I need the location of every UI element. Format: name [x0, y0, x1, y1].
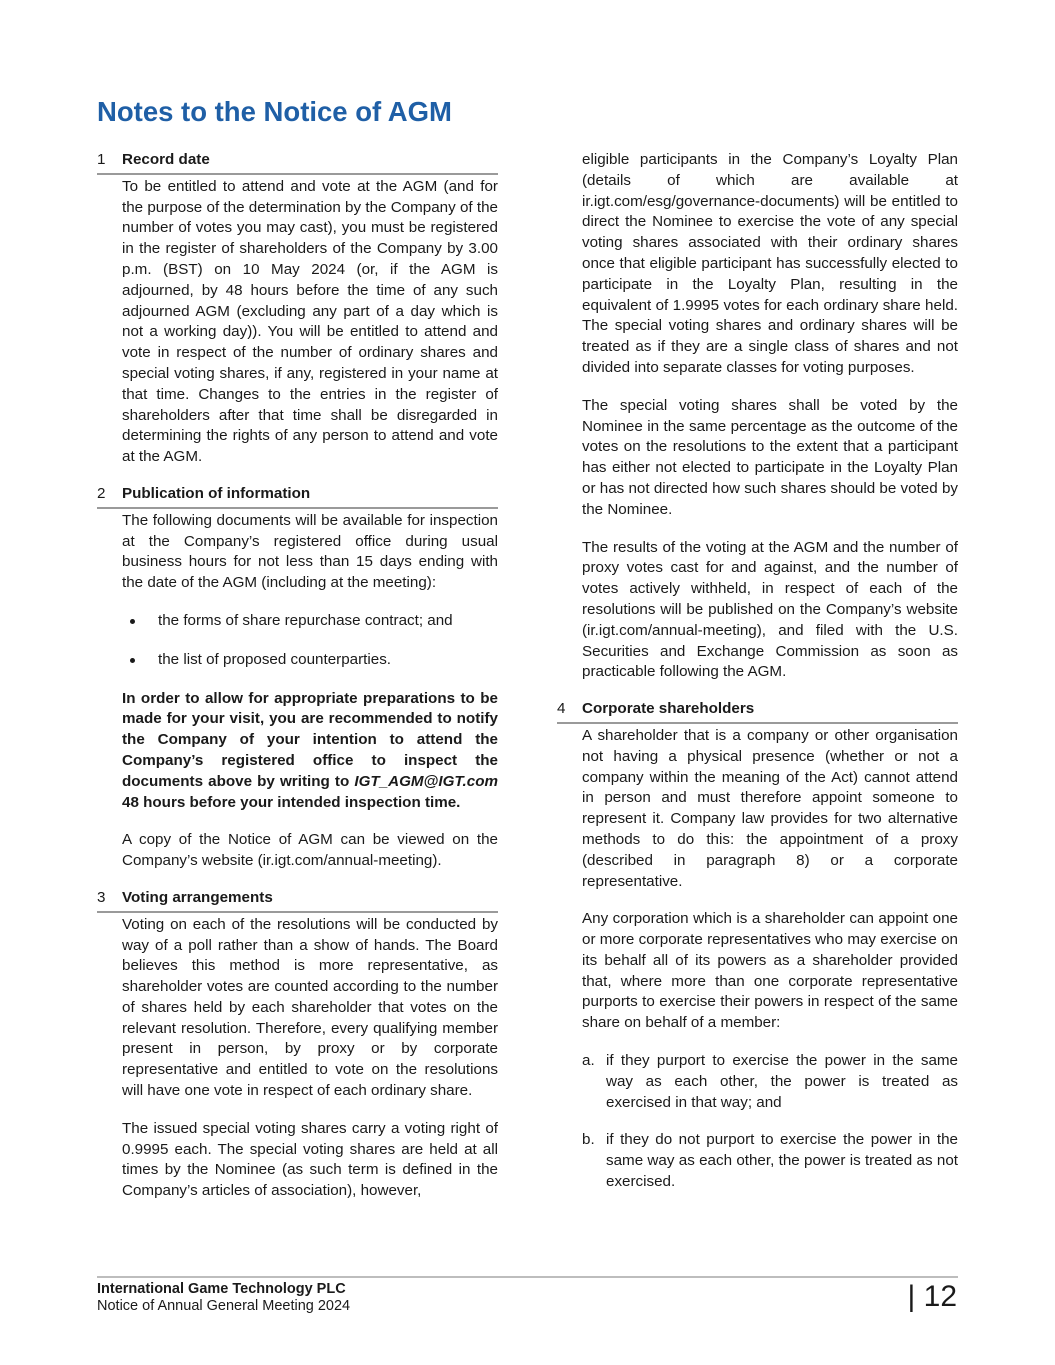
paragraph: A shareholder that is a company or other organisation not having a physical presence (whether or not a company within the meaning of the Act) cannot attend in person and must therefore appoint someone to represent it. Company law provides for two alternative methods to do this: the appointment of a proxy (described in paragraph 8) or a corporate representative. — [582, 726, 958, 890]
section-voting-arrangements — [97, 888, 498, 1202]
section-heading — [557, 699, 958, 724]
paragraph: The following documents will be available for inspection at the Company’s registered office during usual business hours for not less than 15 days ending with the date of the AGM (including at the meeting): — [122, 511, 498, 592]
section-heading — [97, 888, 498, 913]
paragraph: eligible participants in the Company’s Loyalty Plan (details of which are available at ir.igt.com/esg/governance-documents) will be entitled to direct the Nominee to exercise the vote of any special voting shares associated with their ordinary shares once that eligible participant has successfully elected to participate in the Loyalty Plan, resulting in the equivalent of 1.9995 votes for each ordinary share held. The special voting shares and ordinary shares will be treated as if they are a single class of shares and not divided into separate classes for voting purposes. — [582, 151, 958, 376]
list-item: the list of proposed counterparties. — [122, 650, 498, 671]
list-text: if they purport to exercise the power in the same way as each other, the power is treated as exercised in that way; and — [606, 1052, 958, 1111]
page-number: | 12 — [907, 1280, 957, 1313]
section-publication-of-information — [97, 484, 498, 872]
notice-text: In order to allow for appropriate preparations to be made for your visit, you are recommended to notify the Company of your intention to attend the Company’s registered office to inspect the documents above by writing to — [122, 689, 498, 790]
section-corporate-shareholders — [557, 699, 958, 1193]
section-heading — [97, 484, 498, 509]
right-column — [557, 150, 958, 1210]
footer-divider — [97, 1276, 958, 1278]
document-list — [122, 611, 498, 671]
left-column — [97, 150, 498, 1218]
section-title: Record date — [122, 151, 210, 168]
inspection-notice — [122, 689, 498, 814]
section-title: Corporate shareholders — [582, 700, 755, 718]
voting-arrangements-continued — [582, 150, 958, 683]
paragraph: The results of the voting at the AGM and the number of proxy votes cast for and against, and the number of votes actively withheld, in respect of each of the resolutions will be published on the Company’s website (ir.igt.com/annual-meeting), and filed with the U.S. Securities and Exchange Commission as soon as practicable following the AGM. — [582, 538, 958, 681]
section-title: Publication of information — [122, 484, 311, 502]
section-record-date — [97, 150, 498, 468]
footer — [97, 1281, 350, 1315]
section-number: 2 — [97, 484, 106, 502]
list-item — [582, 1051, 958, 1113]
list-marker: a. — [582, 1052, 595, 1070]
paragraph: Any corporation which is a shareholder can appoint one or more corporate representatives who may exercise on its behalf all of its powers as a shareholder provided that, where more than one corporate representative purports to exercise their powers in respect of the same share on behalf of a member: — [582, 910, 958, 1032]
list-text: if they do not purport to exercise the power in the same way as each other, the power is treated as not exercised. — [606, 1131, 958, 1191]
paragraph: The special voting shares shall be voted by the Nominee in the same percentage as the outcome of the votes on the resolutions to the extent that a participant has either not elected to participate in the Loyalty Plan or has not directed how such shares should be voted by the Nominee. — [582, 396, 958, 518]
footer-company: International Game Technology PLC — [97, 1281, 346, 1297]
paragraph: To be entitled to attend and vote at the AGM (and for the purpose of the determination by the Company of the number of votes you may cast), you must be registered in the register of shareholders of the Company by 3.00 p.m. (BST) on 10 May 2024 (or, if the AGM is adjourned, by 48 hours before the time of any such adjourned AGM (excluding any part of a day which is not a working day)). You will be entitled to attend and vote in respect of the number of ordinary shares and special voting shares, if any, registered in your name at that time. Changes to the entries in the register of shareholders after that time shall be disregarded in determining the rights of any person to attend and vote at the AGM. — [122, 177, 498, 466]
paragraph: The issued special voting shares carry a voting right of 0.9995 each. The special voting shares are held at all times by the Nominee (as such term is defined in the Company’s articles of association), however, — [122, 1119, 498, 1200]
representative-list — [582, 1051, 958, 1193]
paragraph: A copy of the Notice of AGM can be viewed on the Company’s website (ir.igt.com/annual-meeting). — [122, 831, 498, 870]
footer-document-title: Notice of Annual General Meeting 2024 — [97, 1298, 351, 1314]
page-title: Notes to the Notice of AGM — [97, 96, 452, 127]
paragraph: Voting on each of the resolutions will be conducted by way of a poll rather than a show of hands. The Board believes this method is more representative, as shareholder votes are counted according to the number of shares held by each shareholder that votes on the relevant resolution. Therefore, every qualifying member present in person, by proxy or by corporate representative and entitled to vote on the resolutions will have one vote in respect of each ordinary share. — [122, 915, 498, 1100]
section-title: Voting arrangements — [122, 888, 273, 906]
list-item — [582, 1130, 958, 1192]
section-number: 1 — [97, 151, 106, 168]
section-number: 4 — [557, 700, 566, 718]
section-number: 3 — [97, 888, 106, 906]
notice-text: 48 hours before your intended inspection time. — [122, 793, 461, 811]
email-link[interactable]: IGT_AGM@IGT.com — [354, 772, 498, 790]
list-item: the forms of share repurchase contract; and — [122, 611, 498, 632]
section-heading — [97, 150, 498, 175]
list-marker: b. — [582, 1131, 595, 1149]
